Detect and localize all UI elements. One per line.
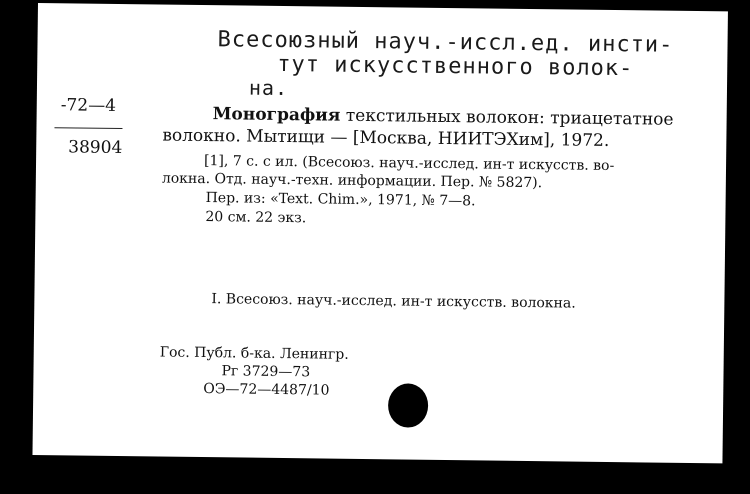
library-code: Рг 3729—73 [221, 363, 311, 381]
source-line: Пер. из: «Text. Chim.», 1971, № 7—8. [205, 190, 476, 210]
title-rest: текстильных волокон: триацетатное [345, 105, 674, 130]
handwritten-note-line2: тут искусственного волок- [277, 51, 634, 82]
collation-line: [1], 7 с. с ил. (Всесоюз. науч.-исслед. ин-т искусств. во- [203, 153, 615, 175]
series-line: локна. Отд. науч.-техн. информации. Пер. № 5827). [161, 170, 543, 192]
handwritten-note-line3: на. [248, 75, 289, 101]
catalog-card [32, 3, 727, 463]
title-line [213, 104, 674, 130]
call-number: -72—4 [60, 95, 117, 116]
library-name: Гос. Публ. б-ка. Ленингр. [159, 344, 349, 363]
accession-number: 38904 [68, 137, 123, 159]
imprint-line: волокно. Мытищи — [Москва, НИИТЭХим], 1972. [162, 125, 610, 151]
size-line: 20 см. 22 экз. [205, 209, 307, 227]
ink-blot [388, 383, 429, 427]
tracing-line: I. Всесоюз. науч.-исслед. ин-т искусств. волокна. [211, 291, 576, 312]
order-number: ОЭ—72—4487/10 [203, 381, 330, 399]
handwritten-note-line1: Всесоюзный науч.-иссл.ед. инсти- [217, 27, 674, 58]
divider-rule [54, 127, 122, 129]
title-bold: Монография [212, 104, 341, 126]
